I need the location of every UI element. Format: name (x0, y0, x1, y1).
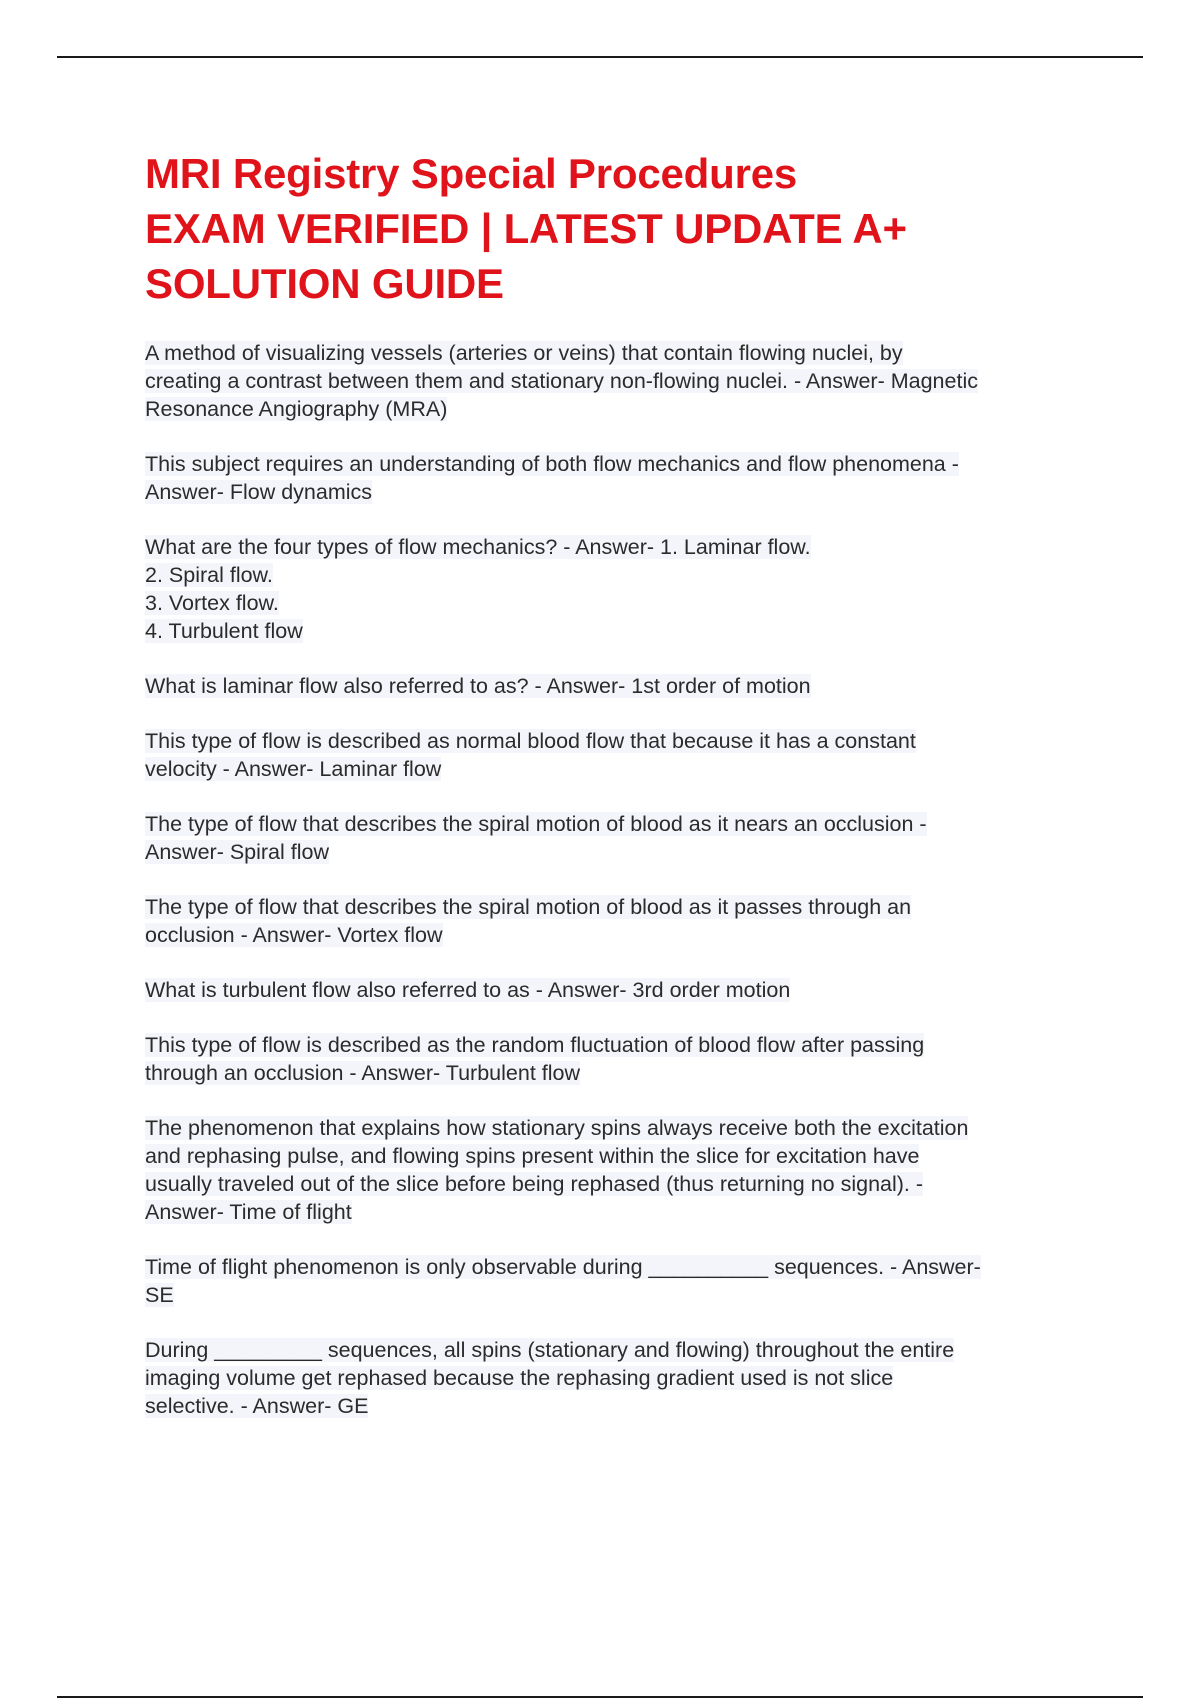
document-title (145, 146, 1095, 311)
title-line: SOLUTION GUIDE (145, 260, 504, 307)
qa-item (145, 727, 1095, 783)
qa-text: What is laminar flow also referred to as? - Answer- 1st order of motion (145, 674, 811, 698)
qa-text: The phenomenon that explains how stationary spins always receive both the excitation and rephasing pulse, and flowing spins present within the slice for excitation have usually traveled out of the slice before being rephased (thus returning no signal). - Answer- Time of flight (145, 1116, 969, 1224)
header-rule (57, 56, 1143, 58)
qa-item (145, 672, 1095, 700)
qa-item (145, 450, 1095, 506)
qa-item (145, 810, 1095, 866)
footer-rule (57, 1696, 1143, 1698)
qa-text: During _________ sequences, all spins (stationary and flowing) throughout the entire imaging volume get rephased because the rephasing gradient used is not slice selective. - Answer- GE (145, 1338, 955, 1418)
qa-text: What is turbulent flow also referred to as - Answer- 3rd order motion (145, 978, 791, 1002)
qa-item (145, 893, 1095, 949)
qa-text: What are the four types of flow mechanics? - Answer- 1. Laminar flow. 2. Spiral flow. 3. Vortex flow. 4. Turbulent flow (145, 535, 811, 643)
qa-text: A method of visualizing vessels (arteries or veins) that contain flowing nuclei, by creating a contrast between them and stationary non-flowing nuclei. - Answer- Magnetic Resonance Angiography (MRA) (145, 341, 978, 421)
qa-item (145, 1336, 1095, 1420)
qa-text: The type of flow that describes the spiral motion of blood as it nears an occlusion - Answer- Spiral flow (145, 812, 927, 864)
title-line: MRI Registry Special Procedures (145, 150, 798, 197)
qa-text: This type of flow is described as the random fluctuation of blood flow after passing through an occlusion - Answer- Turbulent flow (145, 1033, 925, 1085)
qa-item (145, 339, 1095, 423)
qa-text: This subject requires an understanding of both flow mechanics and flow phenomena - Answer- Flow dynamics (145, 452, 959, 504)
qa-text: The type of flow that describes the spiral motion of blood as it passes through an occlusion - Answer- Vortex flow (145, 895, 912, 947)
title-line: EXAM VERIFIED | LATEST UPDATE A+ (145, 205, 907, 252)
qa-item (145, 1253, 1095, 1309)
qa-item (145, 1114, 1095, 1226)
document-body (145, 146, 1095, 1447)
qa-text: This type of flow is described as normal blood flow that because it has a constant velocity - Answer- Laminar flow (145, 729, 916, 781)
qa-list (145, 339, 1095, 1420)
qa-item (145, 976, 1095, 1004)
qa-text: Time of flight phenomenon is only observable during __________ sequences. - Answer- SE (145, 1255, 981, 1307)
qa-item (145, 533, 1095, 645)
qa-item (145, 1031, 1095, 1087)
